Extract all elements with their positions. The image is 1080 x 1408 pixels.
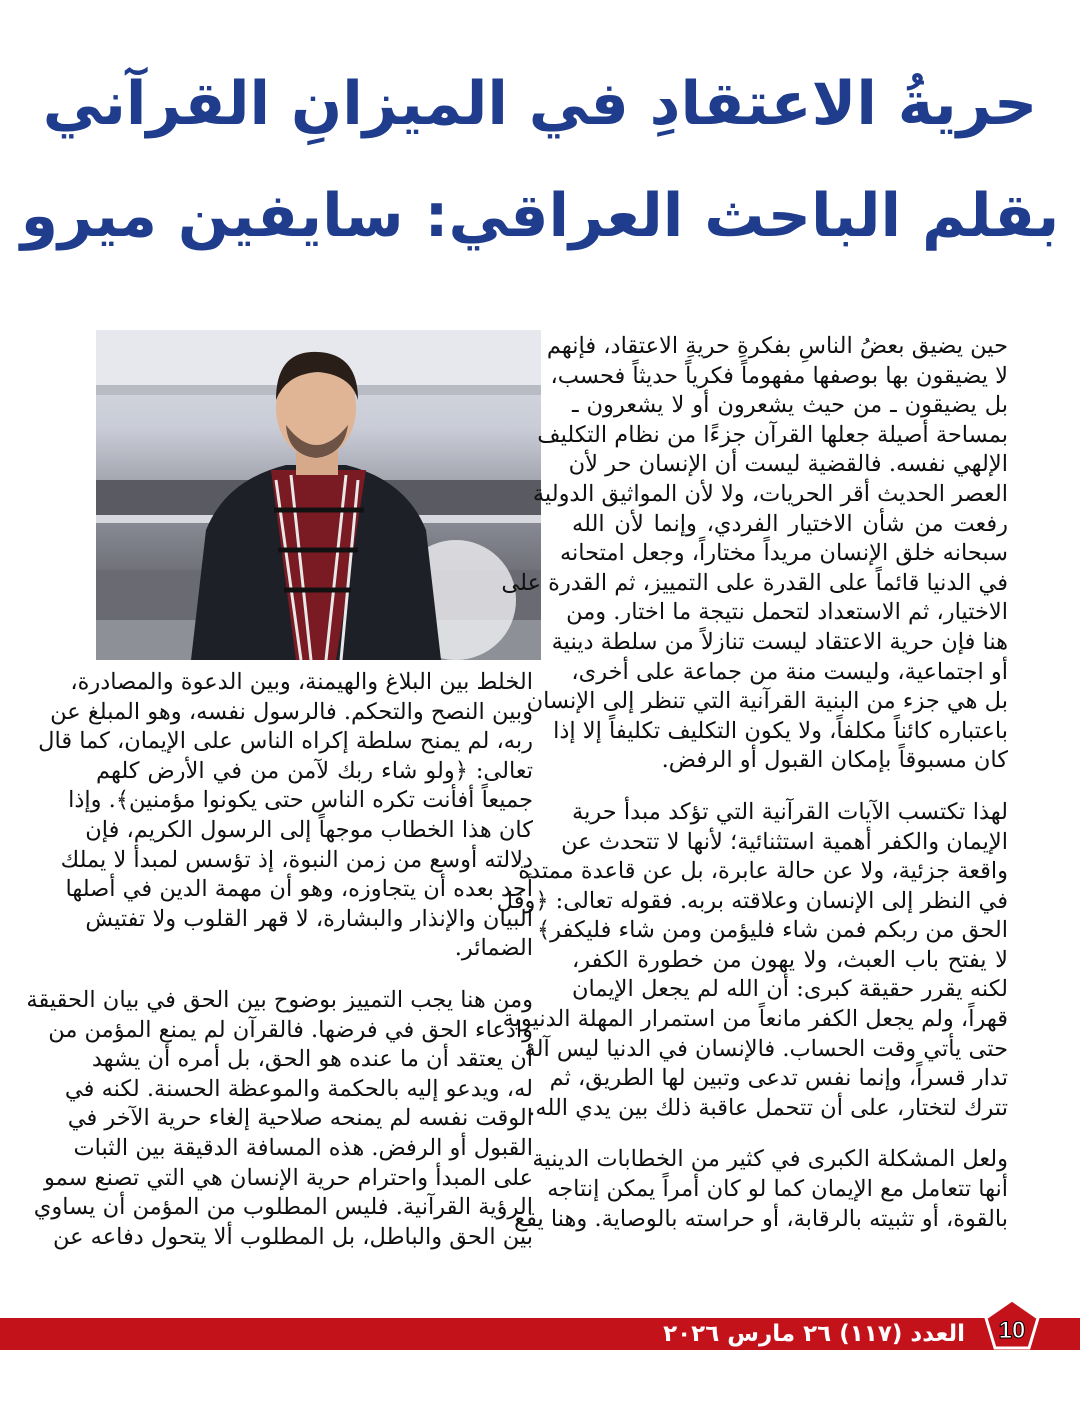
text-line: جميعاً أفأنت تكره الناس حتى يكونوا مؤمنين﴾. وإذا: [68, 787, 533, 814]
text-line: الإيمان والكفر أهمية استثنائية؛ لأنها لا تتحدث عن: [561, 828, 1008, 855]
text-line: بل يضيقون ـ من حيث يشعرون أو لا يشعرون ـ: [572, 392, 1008, 419]
text-line: ولعل المشكلة الكبرى في كثير من الخطابات الدينية: [532, 1146, 1008, 1173]
text-line: كان هذا الخطاب موجهاً إلى الرسول الكريم، فإن: [85, 816, 533, 843]
article-byline: بقلم الباحث العراقي: سايفين ميرو: [20, 181, 1060, 251]
text-line: لكنه يقرر حقيقة كبرى: أن الله لم يجعل الإيمان: [572, 976, 1008, 1003]
text-line: الوقت نفسه لم يمنحه صلاحية إلغاء حرية الآخر في: [67, 1105, 533, 1132]
text-line: باعتباره كائناً مكلفاً، ولا يكون التكليف تكليفاً إلا إذا: [553, 717, 1008, 744]
text-line: على المبدأ واحترام حرية الإنسان هي التي تصنع سمو: [44, 1164, 533, 1191]
text-line: دلالته أوسع من زمن النبوة، إذ تؤسس لمبدأ لا يملك: [60, 846, 533, 873]
article-column-left: [26, 668, 533, 1274]
text-line: حين يضيق بعضُ الناسِ بفكرةِ حريةِ الاعتقاد، فإنهم: [546, 333, 1008, 359]
text-line: لا يفتح باب العبث، ولا يهون من خطورة الكفر،: [572, 946, 1008, 973]
paragraph: [38, 668, 533, 964]
paragraph: [496, 798, 1008, 1124]
article-title: حريةُ الاعتقادِ في الميزانِ القرآني: [42, 69, 1038, 139]
text-line: لهذا تكتسب الآيات القرآنية التي تؤكد مبدأ حرية: [572, 798, 1008, 825]
text-line: هنا فإن حرية الاعتقاد ليست تنازلاً من سلطة دينية: [551, 628, 1008, 655]
text-line: تعالى: ﴿ولو شاء ربك لآمن من في الأرض كلهم: [96, 757, 533, 784]
text-line: تترك لتختار، على أن تتحمل عاقبة ذلك بين يدي الله.: [528, 1094, 1008, 1121]
text-line: الضمائر.: [454, 935, 533, 962]
text-line: أو اجتماعية، وليست منة من جماعة على أخرى،: [571, 658, 1008, 685]
issue-info: العدد (١١٧) ٢٦ مارس ٢٠٢٦: [663, 1321, 965, 1347]
text-line: قهراً، ولم يجعل الكفر مانعاً من استمرار المهلة الدنيوية: [502, 1006, 1008, 1033]
text-line: في النظر إلى الإنسان وعلاقته بربه. فقوله تعالى: ﴿وقل: [496, 887, 1008, 914]
text-line: بل هي جزء من البنية القرآنية التي تنظر إلى الإنسان: [526, 688, 1008, 715]
author-photo: [96, 330, 541, 660]
text-line: وادعاء الحق في فرضها. فالقرآن لم يمنع المؤمن من: [48, 1016, 533, 1043]
text-line: واقعة جزئية، ولا عن حالة عابرة، بل عن قاعدة ممتدة: [518, 858, 1008, 885]
text-line: كان مسبوقاً بإمكان القبول أو الرفض.: [661, 747, 1008, 774]
text-line: ربه، لم يمنح سلطة إكراه الناس على الإيمان، كما قال: [38, 728, 533, 755]
text-line: أن يعتقد أن ما عنده هو الحق، بل أمره أن يشهد: [91, 1046, 533, 1073]
text-line: القبول أو الرفض. هذه المسافة الدقيقة بين الثبات: [73, 1134, 533, 1161]
text-line: البيان والإنذار والبشارة، لا قهر القلوب ولا تفتيش: [85, 905, 533, 932]
paragraph: [501, 332, 1008, 776]
text-line: حتى يأتي وقت الحساب. فالإنسان في الدنيا ليس آلة: [524, 1035, 1008, 1062]
text-line: بالقوة، أو تثبيته بالرقابة، أو حراسته بالوصاية. وهنا يقع: [514, 1205, 1008, 1232]
text-line: أحد بعده أن يتجاوزه، وهو أن مهمة الدين في أصلها: [65, 876, 533, 903]
text-line: العصر الحديث أقر الحريات، ولا لأن المواثيق الدولية: [532, 480, 1008, 507]
text-line: بين الحق والباطل، بل المطلوب ألا يتحول دفاعه عن: [52, 1223, 533, 1250]
text-line: سبحانه خلق الإنسان مريداً مختاراً، وجعل امتحانه: [559, 540, 1008, 567]
text-line: أنها تتعامل مع الإيمان كما لو كان أمراً يمكن إنتاجه: [547, 1176, 1008, 1203]
text-line: في الدنيا قائماً على القدرة على التمييز، ثم القدرة على: [501, 569, 1008, 596]
text-line: الرؤية القرآنية. فليس المطلوب من المؤمن أن يساوي: [33, 1194, 533, 1221]
text-line: الاختيار، ثم الاستعداد لتحمل نتيجة ما اختار. ومن: [566, 599, 1008, 626]
text-line: الحق من ربكم فمن شاء فليؤمن ومن شاء فليكفر﴾: [536, 917, 1008, 944]
paragraph: [514, 1145, 1008, 1234]
text-line: لا يضيقون بها بوصفها مفهوماً فكرياً حديثاً فحسب،: [550, 362, 1008, 389]
page-number-badge: [984, 1298, 1040, 1350]
article-column-right: [496, 332, 1008, 1256]
text-line: ومن هنا يجب التمييز بوضوح بين الحق في بيان الحقيقة: [26, 986, 533, 1013]
text-line: الإلهي نفسه. فالقضية ليست أن الإنسان حر لأن: [568, 451, 1008, 478]
paragraph: [26, 986, 533, 1252]
text-line: وبين النصح والتحكم. فالرسول نفسه، وهو المبلغ عن: [50, 698, 533, 725]
page-number: 10: [998, 1317, 1026, 1344]
text-line: الخلط بين البلاغ والهيمنة، وبين الدعوة والمصادرة،: [70, 669, 533, 695]
text-line: تدار قسراً، وإنما نفس تدعى وتبين لها الطريق، ثم: [549, 1065, 1008, 1092]
text-line: رفعت من شأن الاختيار الفردي، وإنما لأن الله: [572, 510, 1008, 537]
text-line: له، ويدعو إليه بالحكمة والموعظة الحسنة. لكنه في: [64, 1075, 533, 1102]
text-line: بمساحة أصيلة جعلها القرآن جزءًا من نظام التكليف: [537, 421, 1008, 448]
